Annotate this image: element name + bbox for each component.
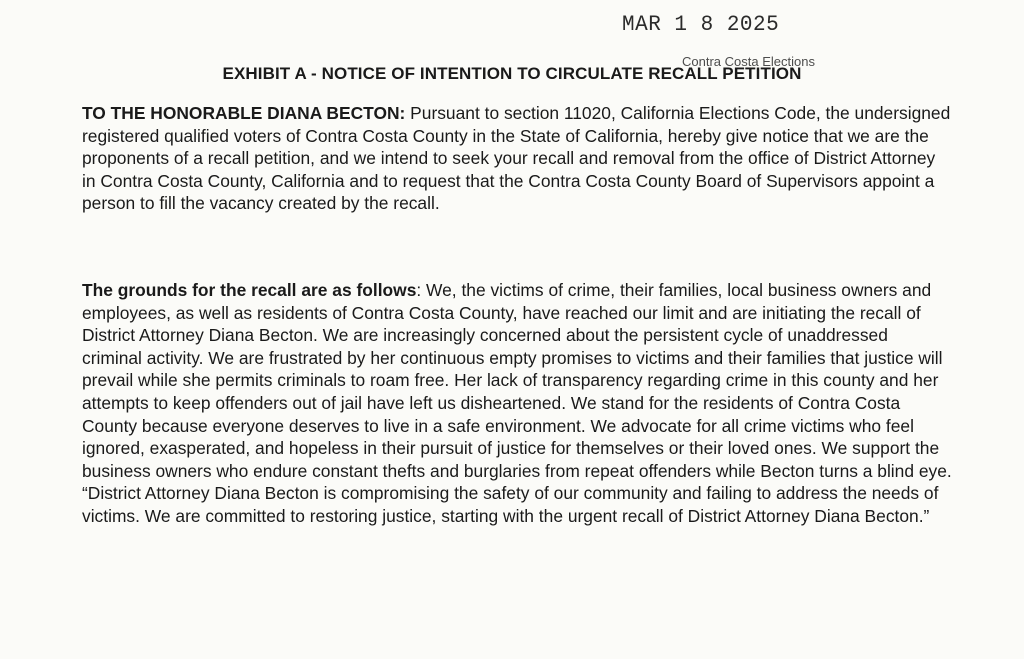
notice-body: Pursuant to section 11020, California Elections Code, the undersigned registered qualified voters of Contra Costa County in the State of California, hereby give notice that we are the proponents of a recall petition, and we intend to seek your recall and removal from the office of District Attorney in Contra Costa County, California and to request that the Contra Costa County Board of Supervisors appoint a person to fill the vacancy created by the recall. [82, 103, 951, 214]
grounds-body: : We, the victims of crime, their families, local business owners and employees, as well as residents of Contra Costa County, have reached our limit and are initiating the recall of District Attorney Diana Becton. We are increasingly concerned about the persistent cycle of unaddressed criminal activity. We are frustrated by her continuous empty promises to victims and their families that justice will prevail while she permits criminals to roam free. Her lack of transparency regarding crime in this county and her attempts to keep offenders out of jail have left us disheartened. We stand for the residents of Contra Costa County because everyone deserves to live in a safe environment. We advocate for all crime victims who feel ignored, exasperated, and hopeless in their pursuit of justice for themselves or their loved ones. We support the business owners who endure constant thefts and burglaries from repeat offenders while Becton turns a blind eye. “District Attorney Diana Becton is compromising the safety of our community and failing to address the needs of victims. We are committed to restoring justice, starting with the urgent recall of District Attorney Diana Becton.” [82, 280, 952, 526]
notice-paragraph [82, 102, 952, 215]
addressee-lead: TO THE HONORABLE DIANA BECTON: [82, 103, 406, 123]
stamp-office: Contra Costa Elections [682, 54, 815, 69]
grounds-lead: The grounds for the recall are as follows [82, 280, 417, 300]
received-stamp [622, 13, 815, 69]
stamp-date: MAR 1 8 2025 [622, 13, 780, 38]
document-title: EXHIBIT A - NOTICE OF INTENTION TO CIRCULATE RECALL PETITION [222, 64, 802, 83]
grounds-paragraph [82, 279, 952, 528]
